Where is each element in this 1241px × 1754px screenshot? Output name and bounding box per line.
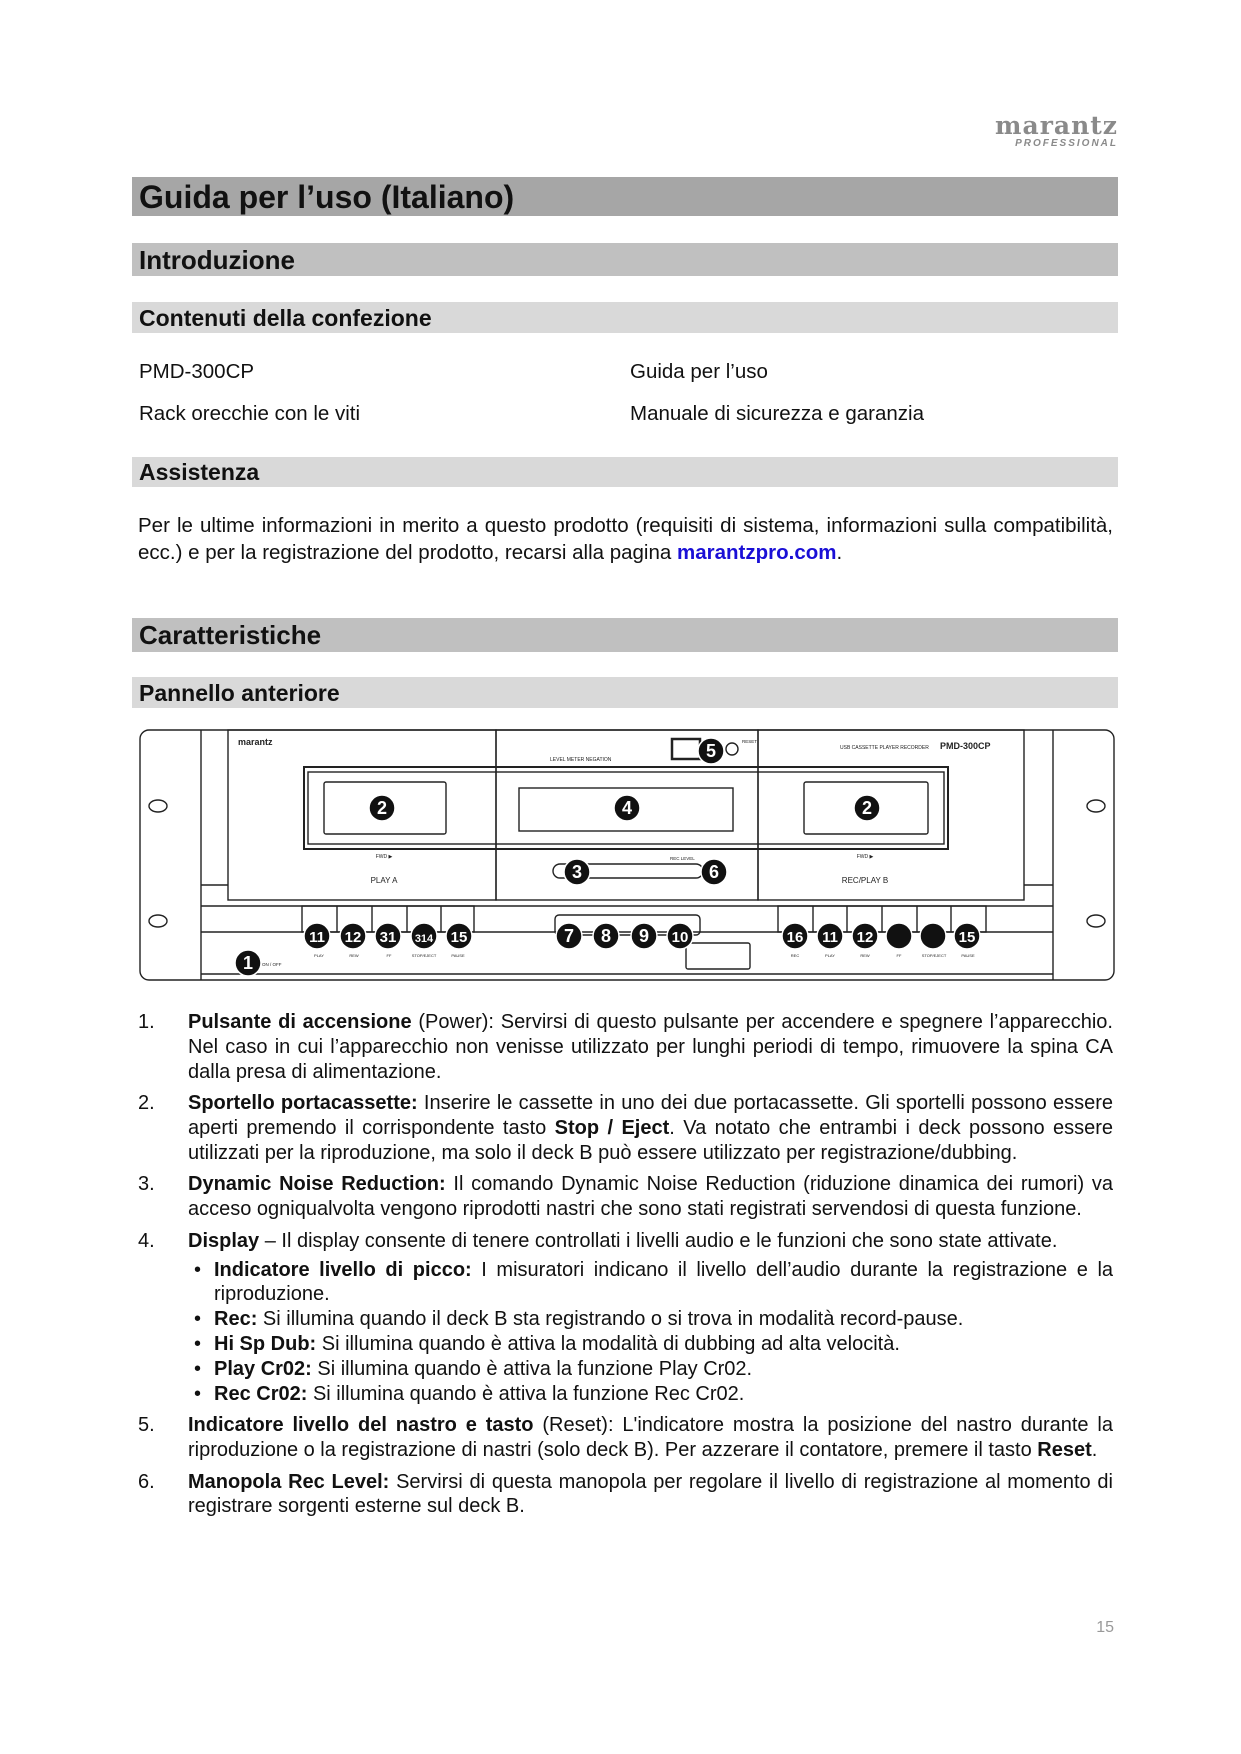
diagram-rec-level: REC LEVEL [670,856,695,861]
content-item: PMD-300CP [139,360,255,383]
logo-sub: PROFESSIONAL [1015,138,1118,149]
diagram-reset: RESET [742,739,758,744]
callout-number: 31 [379,929,397,946]
bullet-item: • Hi Sp Dub: Si illumina quando è attiva la modalità di dubbing ad alta velocità. [194,1332,900,1355]
bullet-item: • Play Cr02: Si illumina quando è attiva la funzione Play Cr02. [194,1357,753,1380]
item-description: Inserire le cassette in uno dei due portacassette. Gli sportelli possono essere aperti premendo il corrispondente tasto [188,1092,1113,1139]
bullet-description: I misuratori indicano il livello dell’audio durante la registrazione e la riproduzione. [214,1258,1114,1306]
list-item [138,1470,1113,1520]
support-text-end: . [836,541,843,564]
callout-x1 [886,923,912,949]
bullet-description: Si illumina quando è attiva la modalità di dubbing ad alta velocità. [316,1332,900,1355]
btn-label: PLAY [825,953,835,958]
btn-label: PLAY [314,953,324,958]
item-number: 4. [138,1229,155,1252]
bullet-term: Play Cr02: [214,1357,312,1380]
list-item [138,1010,1113,1084]
callout-x2 [920,923,946,949]
page-title: Guida per l’uso (Italiano) [132,177,1118,216]
list-item [138,1091,1113,1165]
item-term: Dynamic Noise Reduction: [188,1173,446,1196]
btn-label: STOP/EJECT [921,953,947,958]
bullet-description: Si illumina quando il deck B sta registrando o si trova in modalità record-pause. [257,1308,964,1331]
diagram-play-a: PLAY A [370,876,398,885]
rack-hole [1087,800,1105,812]
callout-number: 2 [376,798,388,818]
callout-number: 1 [242,953,254,973]
btn-label: STOP/EJECT [411,953,437,958]
btn-label: REC [790,953,800,958]
rack-hole [149,800,167,812]
list-item [138,1229,1113,1407]
diagram-rec-play-b: REC/PLAY B [841,876,889,885]
item-number: 1. [138,1011,155,1033]
callout-number: 15 [450,929,468,946]
marantzpro-link[interactable]: marantzpro.com [677,541,837,564]
callout-number: 314 [414,933,434,945]
item-number: 2. [138,1092,155,1115]
callout-number: 8 [600,926,612,946]
callout-number: 11 [822,929,838,946]
heading-assistenza: Assistenza [132,457,1118,487]
support-text: Per le ultime informazioni in merito a questo prodotto (requisiti di sistema, informazioni sulla compatibilità, ecc.) e per la registrazione del prodotto, recarsi alla pagina [138,514,1113,564]
item-term: Indicatore livello del nastro e tasto [188,1414,534,1437]
item-term-inline: Reset [1037,1438,1092,1461]
heading-contenuti: Contenuti della confezione [132,302,1118,333]
callout-number: 2 [861,798,873,818]
rack-hole [149,915,167,927]
callout-number: 12 [856,929,874,946]
item-description: (Reset): L'indicatore mostra la posizione del nastro durante la riproduzione o la registrazione di nastri (solo deck B). Per azzerare il contatore, premere il tasto [188,1414,1113,1461]
diagram-power-labels: ON / OFF [262,962,282,967]
diagram-model-desc: USB CASSETTE PLAYER RECORDER [840,745,929,751]
marantz-logo [968,111,1118,149]
callout-number: 4 [621,798,633,818]
callout-number: 6 [708,862,720,882]
callout-number: 12 [344,929,362,946]
list-item [138,1413,1113,1463]
item-number: 5. [138,1414,155,1437]
heading-introduzione: Introduzione [132,243,1118,276]
btn-label: PAUSE [451,953,465,958]
callout-number: 16 [786,929,804,946]
bullet-term: Hi Sp Dub: [214,1332,317,1355]
content-item: Manuale di sicurezza e garanzia [630,402,924,425]
diagram-brand: marantz [238,737,273,747]
content-item: Rack orecchie con le viti [139,402,361,425]
callout-number: 9 [638,926,650,946]
bullet-description: Si illumina quando è attiva la funzione Play Cr02. [311,1357,753,1380]
callout-number: 15 [958,929,976,946]
rack-hole [1087,915,1105,927]
btn-label: FF [386,953,392,958]
bullet-term: Rec: [214,1308,258,1331]
callout-number: 3 [571,862,583,882]
callout-number: 7 [563,926,575,946]
bullet-item: • Rec: Si illumina quando il deck B sta registrando o si trova in modalità record-pause. [194,1308,964,1331]
item-description: – Il display consente di tenere controllati i livelli audio e le funzioni che sono state attivate. [259,1229,1058,1252]
heading-caratteristiche: Caratteristiche [132,618,1118,652]
btn-label: FF [896,953,902,958]
item-term-inline: Stop / Eject [554,1116,670,1139]
item-description: (Power): Servirsi di questo pulsante per accendere e spegnere l’apparecchio. Nel caso in cui l’apparecchio non venisse utilizzato per lunghi periodi di tempo, rimuovere la spina CA dalla presa di alimentazione. [188,1011,1113,1083]
item-description: Servirsi di questa manopola per regolare il livello di registrazione al momento di registrare sorgenti esterne sul deck B. [188,1470,1113,1518]
bullet-item: • Indicatore livello di picco: I misuratori indicano il livello dell’audio durante la registrazione e la riproduzione. [194,1258,1114,1306]
bullet-term: Indicatore livello di picco: [214,1258,472,1281]
item-description: Il comando Dynamic Noise Reduction (riduzione dinamica dei rumori) va acceso ogniqualvolta vengono riprodotti nastri che sono stati registrati servendosi di questa funzione. [188,1173,1113,1221]
diagram-model: PMD-300CP [940,741,991,751]
content-item: Guida per l’uso [630,360,768,383]
item-term: Manopola Rec Level: [188,1470,390,1493]
deck-b-panel [758,730,1024,900]
item-number: 6. [138,1470,155,1493]
diagram-level-meter: LEVEL METER NEGATION [550,757,612,763]
front-panel-diagram [130,725,1130,995]
callout-number: 10 [671,929,689,946]
page-number: 15 [1096,1619,1114,1636]
logo-brand: marantz [995,111,1118,140]
bullet-term: Rec Cr02: [214,1382,308,1405]
btn-label: PAUSE [961,953,975,958]
item-description-cont: . Va notato che entrambi i deck possono essere utilizzati per la riproduzione, ma solo il deck B può essere utilizzato per registrazione/dubbing. [188,1116,1114,1164]
btn-label: REW [860,953,870,958]
bullet-item: • Rec Cr02: Si illumina quando è attiva la funzione Rec Cr02. [194,1382,745,1405]
feature-list [138,1010,1113,1526]
item-number: 3. [138,1173,155,1196]
list-item [138,1172,1113,1222]
diagram-fwd-b: FWD ▶ [856,854,874,860]
deck-a-panel [228,730,496,900]
support-paragraph [138,512,1113,566]
heading-pannello-anteriore: Pannello anteriore [132,677,1118,708]
diagram-fwd-a: FWD ▶ [375,854,393,860]
btn-label: REW [349,953,359,958]
callout-number: 11 [309,929,325,946]
callout-number: 5 [705,741,717,761]
item-term: Pulsante di accensione [188,1011,412,1033]
item-term: Sportello portacassette: [188,1092,418,1115]
bullet-description: Si illumina quando è attiva la funzione Rec Cr02. [307,1382,745,1405]
item-term: Display [188,1229,260,1252]
item-description-cont: . [1091,1438,1098,1461]
